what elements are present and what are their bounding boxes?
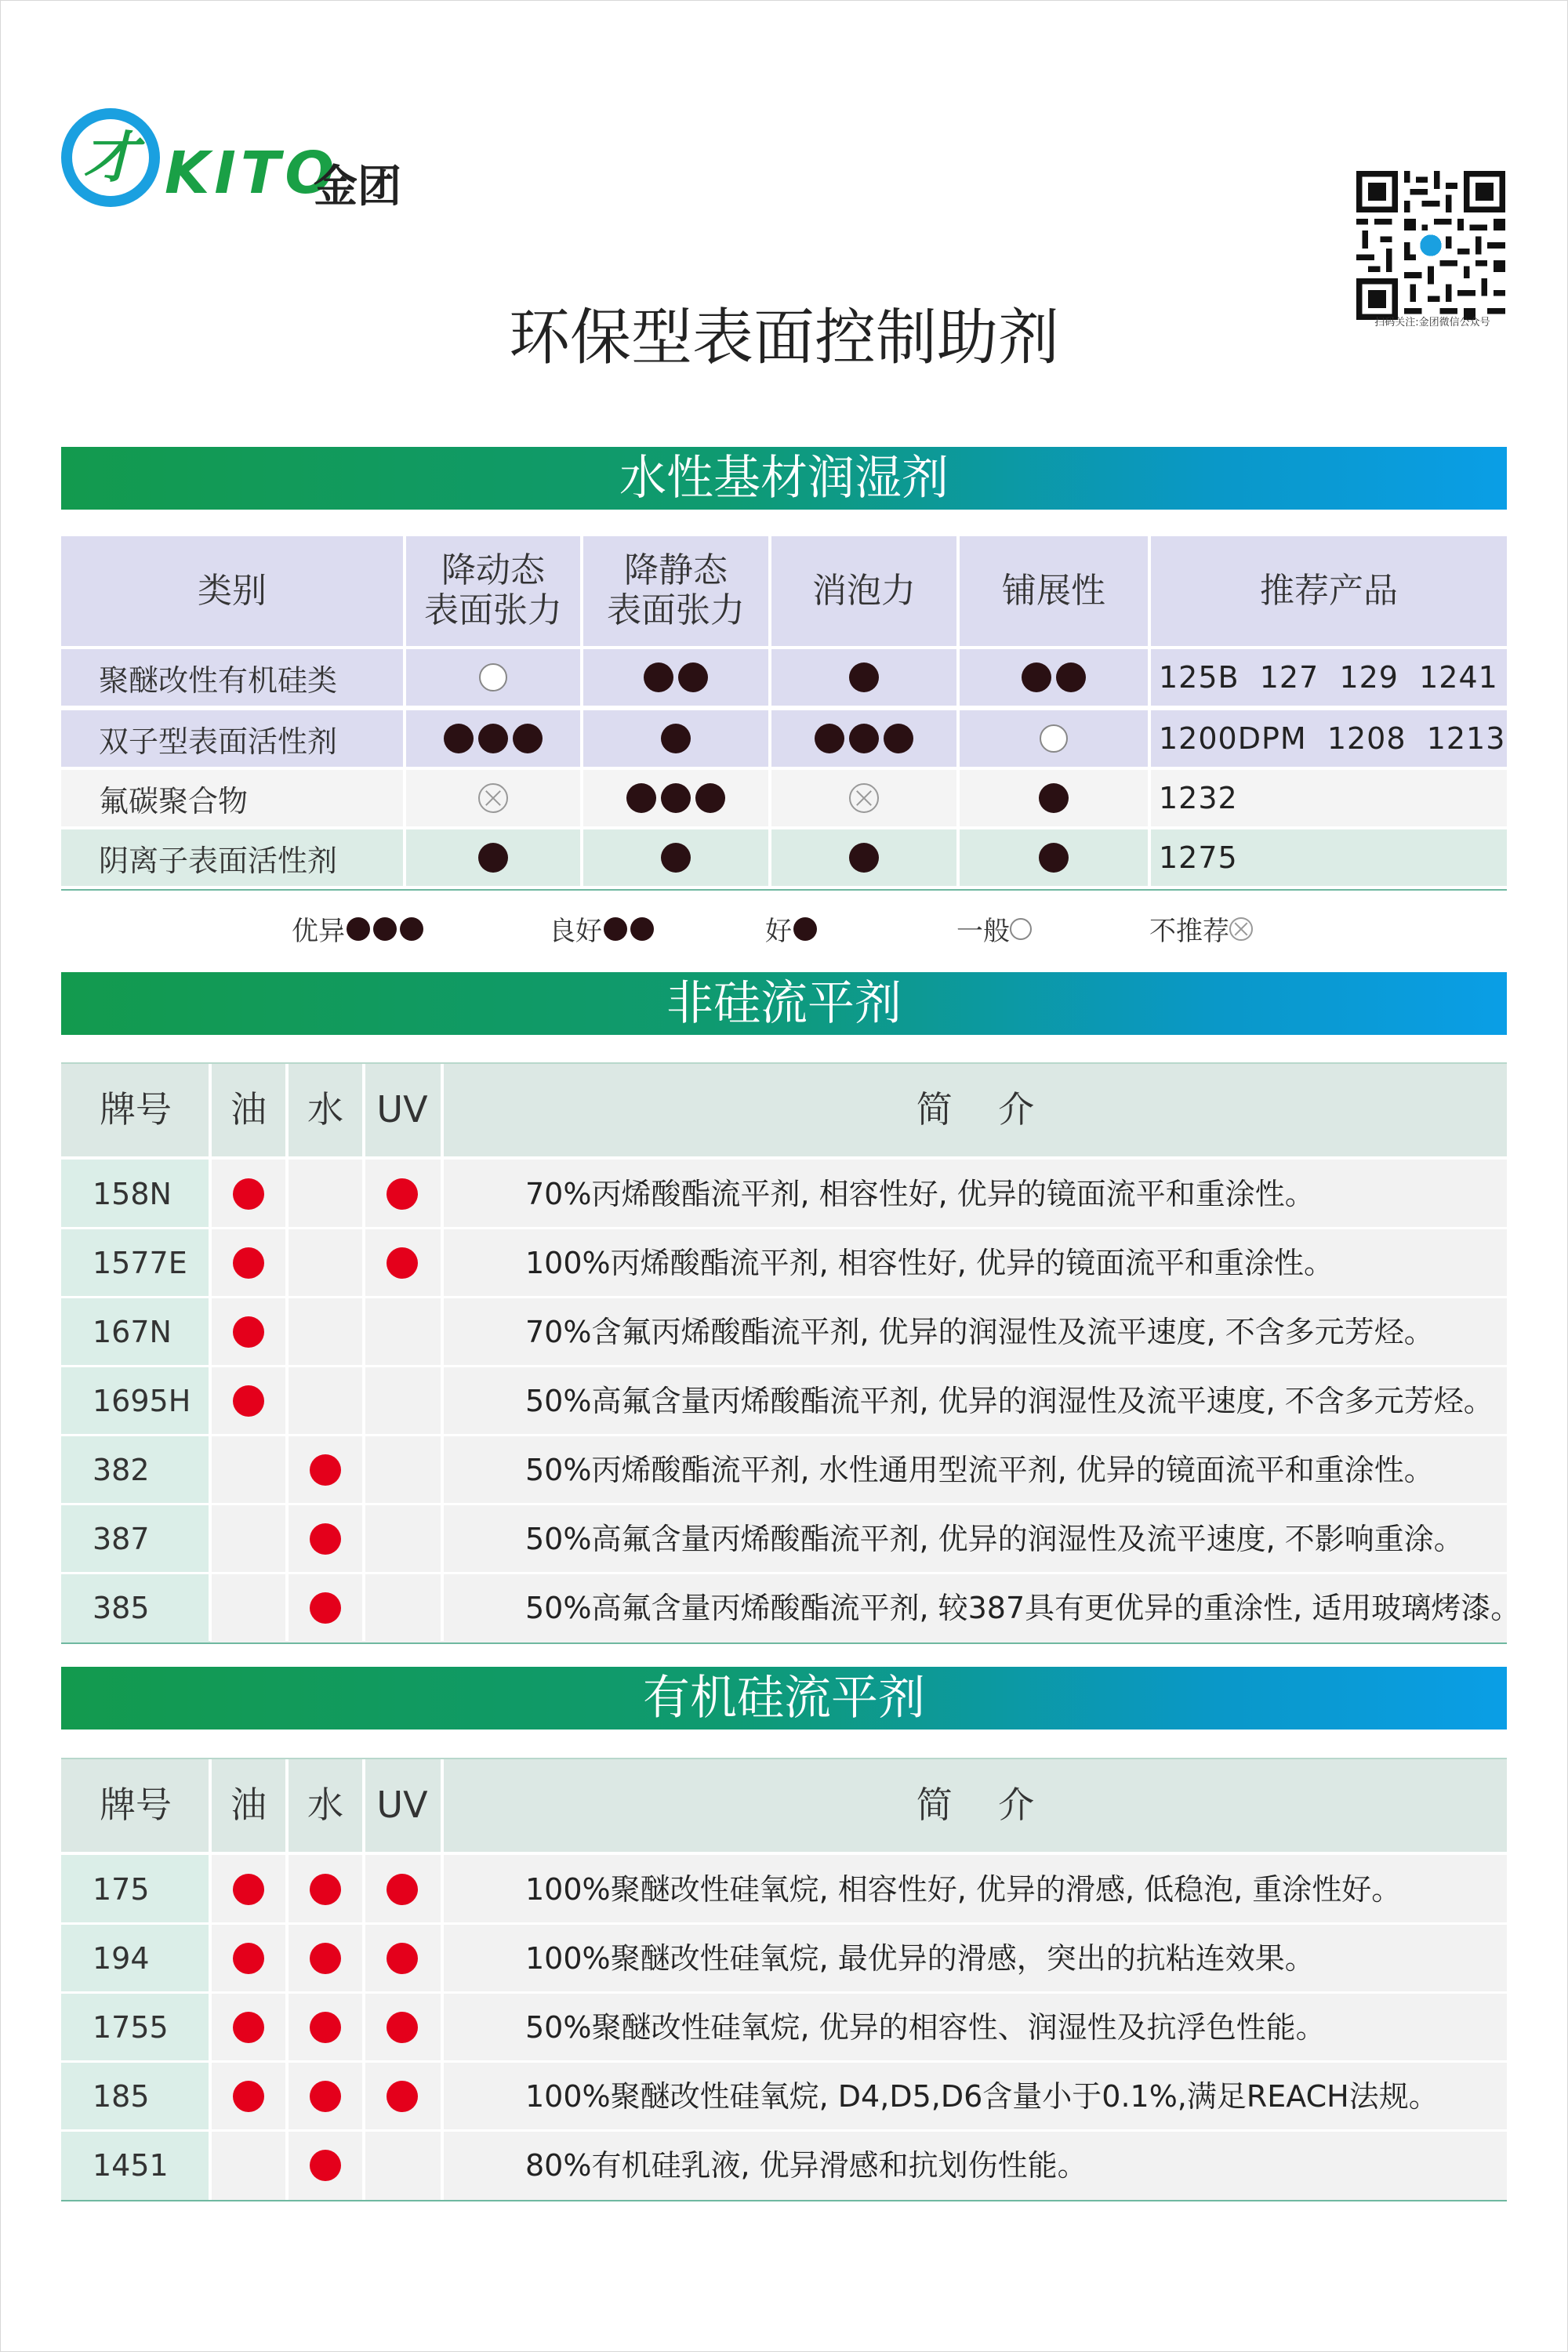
product-description: 50%聚醚改性硅氧烷, 优异的相容性、润湿性及抗浮色性能。 — [525, 2010, 1326, 2045]
recommended-products: 1232 — [1151, 770, 1507, 826]
water-suitable-dot-icon — [310, 1943, 341, 1974]
rating-dot-icon — [444, 724, 474, 753]
table-bottom-line — [61, 1642, 1507, 1644]
water-suitable-dot-icon — [310, 2081, 341, 2112]
table-top-line — [61, 1758, 1507, 1759]
rating-cell-dyn — [406, 770, 580, 826]
product-description: 100%聚醚改性硅氧烷, D4,D5,D6含量小于0.1%,满足REACH法规。 — [525, 2079, 1439, 2114]
legend-dot-icon — [604, 917, 627, 941]
water-suitable-dot-icon — [310, 1874, 341, 1905]
legend-not-label: 不推荐 — [1149, 916, 1229, 947]
rating-dot-icon — [1039, 783, 1069, 813]
header-defoam-label: 消泡力 — [812, 570, 916, 611]
leveling-table-row — [61, 1924, 1507, 1993]
product-code: 387 — [61, 1504, 210, 1573]
oil-suitable-dot-icon — [233, 1943, 264, 1974]
uv-suitable-dot-icon — [387, 2081, 418, 2112]
column-separator — [441, 1758, 444, 2201]
header-spread-label: 铺展性 — [1002, 570, 1105, 611]
legend-dot-icon — [373, 917, 397, 941]
wetting-table-row — [61, 649, 1507, 706]
leveling-table-row — [61, 1573, 1521, 1642]
rating-dot-icon — [849, 662, 879, 692]
rating-cell-spread — [960, 649, 1148, 706]
column-separator — [285, 1758, 289, 2201]
wetting-table-header — [61, 536, 1507, 646]
logo-kito-text: KITO — [165, 140, 339, 207]
legend-dot-icon — [347, 917, 370, 941]
water-suitable-dot-icon — [310, 2012, 341, 2043]
product-description: 50%高氟含量丙烯酸酯流平剂, 优异的润湿性及流平速度, 不影响重涂。 — [525, 1522, 1464, 1556]
product-code: 1755 — [61, 1993, 210, 2062]
legend-fair-label: 一般 — [956, 916, 1010, 947]
header-oil: 油 — [230, 1784, 267, 1826]
leveling-table-row — [61, 2062, 1507, 2131]
header-code: 牌号 — [100, 1784, 172, 1826]
rating-cell-defoam — [771, 710, 956, 767]
rating-dot-icon — [661, 724, 691, 753]
logo-inner — [72, 119, 149, 196]
product-code: 194 — [61, 1924, 210, 1993]
row-separator — [61, 1296, 1507, 1298]
header-code: 牌号 — [100, 1088, 172, 1131]
product-description: 100%丙烯酸酯流平剂, 相容性好, 优异的镜面流平和重涂性。 — [525, 1246, 1334, 1280]
row-separator — [61, 1227, 1507, 1229]
rating-dot-icon — [849, 724, 879, 753]
rating-dot-icon — [644, 662, 673, 692]
product-description: 100%聚醚改性硅氧烷, 相容性好, 优异的滑感, 低稳泡, 重涂性好。 — [525, 1872, 1402, 1907]
legend-excellent — [292, 909, 425, 948]
oil-suitable-dot-icon — [233, 1178, 264, 1210]
rating-cell-stat — [583, 649, 768, 706]
rating-cell-defoam — [771, 770, 956, 826]
legend-not-recommended — [1149, 909, 1253, 948]
legend-open-circle-icon — [1010, 918, 1032, 940]
row-separator — [61, 1434, 1507, 1436]
header-uv: UV — [376, 1784, 428, 1826]
product-code: 158N — [61, 1160, 210, 1229]
uv-suitable-dot-icon — [387, 1943, 418, 1974]
section-title-nonsilicone: 非硅流平剂 — [666, 976, 902, 1031]
qr-caption: 扫码关注:金团微信公众号 — [1374, 317, 1490, 328]
oil-suitable-dot-icon — [233, 2081, 264, 2112]
header-static-line1: 降静态 — [624, 550, 728, 591]
rating-dot-icon — [626, 783, 656, 813]
header-static — [583, 536, 768, 646]
oil-suitable-dot-icon — [233, 1316, 264, 1348]
legend-excellent-label: 优异 — [292, 916, 345, 947]
rating-dot-icon — [1039, 843, 1069, 873]
legend-dot-icon — [793, 917, 817, 941]
product-code: 385 — [61, 1573, 210, 1642]
product-code: 185 — [61, 2062, 210, 2131]
rating-dot-icon — [661, 783, 691, 813]
product-code: 1577E — [61, 1229, 210, 1298]
rating-open-circle-icon — [479, 663, 507, 691]
section-title-silicone: 有机硅流平剂 — [643, 1671, 925, 1726]
water-suitable-dot-icon — [310, 1454, 341, 1486]
column-separator — [441, 1062, 444, 1641]
legend-good-plus — [549, 909, 655, 948]
header-description: 简 介 — [916, 1088, 1035, 1131]
column-separator — [209, 1758, 212, 2201]
leveling-table-row — [61, 1855, 1507, 1924]
category-name: 双子型表面活性剂 — [61, 710, 403, 767]
water-suitable-dot-icon — [310, 2150, 341, 2181]
rating-dot-icon — [661, 843, 691, 873]
section-title-wetting: 水性基材润湿剂 — [619, 451, 949, 506]
product-description: 70%丙烯酸酯流平剂, 相容性好, 优异的镜面流平和重涂性。 — [525, 1177, 1315, 1211]
uv-suitable-dot-icon — [387, 1247, 418, 1279]
column-separator — [285, 1062, 289, 1641]
uv-suitable-dot-icon — [387, 1874, 418, 1905]
nonsilicone-table-header — [61, 1062, 1507, 1156]
legend-fair — [956, 909, 1032, 948]
column-separator — [209, 1062, 212, 1641]
silicone-table-header — [61, 1758, 1507, 1852]
recommended-products: 1275 — [1151, 829, 1507, 886]
header-products — [1151, 536, 1507, 646]
row-separator — [61, 1572, 1507, 1574]
legend-crossed-circle-icon — [1229, 917, 1253, 941]
header-dynamic — [406, 536, 580, 646]
water-suitable-dot-icon — [310, 1592, 341, 1624]
rating-dot-icon — [695, 783, 725, 813]
section-bar-silicone — [61, 1667, 1507, 1730]
rating-crossed-circle-icon — [849, 783, 879, 813]
rating-open-circle-icon — [1040, 724, 1068, 753]
silicone-table — [61, 1758, 1507, 2201]
rating-dot-icon — [478, 843, 508, 873]
logo-cn-text: 金团 — [314, 162, 401, 212]
header-products-label: 推荐产品 — [1260, 570, 1398, 611]
header-uv: UV — [376, 1088, 428, 1131]
leveling-table-row — [61, 1229, 1507, 1298]
rating-dot-icon — [1022, 662, 1051, 692]
header-dynamic-line2: 表面张力 — [424, 590, 562, 630]
legend-dot-icon — [630, 917, 654, 941]
table-bottom-line — [61, 889, 1507, 891]
legend-dot-icon — [400, 917, 423, 941]
legend-good — [765, 909, 818, 948]
column-separator — [362, 1758, 365, 2201]
rating-cell-stat — [583, 829, 768, 886]
rating-cell-stat — [583, 710, 768, 767]
rating-cell-dyn — [406, 829, 580, 886]
oil-suitable-dot-icon — [233, 1247, 264, 1279]
page-title: 环保型表面控制助剂 — [508, 303, 1059, 373]
section-bar-nonsilicone — [61, 972, 1507, 1035]
product-code: 1451 — [61, 2131, 210, 2200]
uv-suitable-dot-icon — [387, 1178, 418, 1210]
category-name: 阴离子表面活性剂 — [61, 829, 403, 886]
rating-dot-icon — [678, 662, 708, 692]
rating-cell-spread — [960, 829, 1148, 886]
rating-dot-icon — [513, 724, 543, 753]
column-separator — [362, 1062, 365, 1641]
wetting-table-row — [61, 710, 1507, 767]
rating-cell-defoam — [771, 829, 956, 886]
product-description: 50%高氟含量丙烯酸酯流平剂, 优异的润湿性及流平速度, 不含多元芳烃。 — [525, 1384, 1494, 1418]
row-separator — [61, 1991, 1507, 1994]
header-water: 水 — [307, 1784, 343, 1826]
row-separator — [61, 1503, 1507, 1505]
leveling-table-row — [61, 1160, 1507, 1229]
row-separator — [61, 2060, 1507, 2063]
legend-good-plus-label: 良好 — [549, 916, 602, 947]
header-category-label: 类别 — [198, 570, 267, 611]
product-description: 50%高氟含量丙烯酸酯流平剂, 较387具有更优异的重涂性, 适用玻璃烤漆。 — [525, 1591, 1521, 1625]
header-static-line2: 表面张力 — [607, 590, 745, 630]
rating-crossed-circle-icon — [478, 783, 508, 813]
category-name: 聚醚改性有机硅类 — [61, 649, 403, 706]
product-description: 80%有机硅乳液, 优异滑感和抗划伤性能。 — [525, 2148, 1087, 2183]
row-separator — [61, 2129, 1507, 2132]
wetting-table-row — [61, 829, 1507, 886]
rating-dot-icon — [1056, 662, 1086, 692]
rating-dot-icon — [884, 724, 913, 753]
product-description: 70%含氟丙烯酸酯流平剂, 优异的润湿性及流平速度, 不含多元芳烃。 — [525, 1315, 1434, 1349]
logo-circle-icon — [61, 108, 160, 207]
leveling-table-row — [61, 1436, 1507, 1504]
rating-cell-dyn — [406, 649, 580, 706]
header-spread — [960, 536, 1148, 646]
header-description: 简 介 — [916, 1784, 1035, 1826]
product-code: 382 — [61, 1436, 210, 1504]
product-code: 167N — [61, 1298, 210, 1367]
product-description: 50%丙烯酸酯流平剂, 水性通用型流平剂, 优异的镜面流平和重涂性。 — [525, 1453, 1434, 1487]
logo-glyph: 才 — [83, 125, 138, 190]
table-top-line — [61, 1062, 1507, 1064]
header-oil: 油 — [230, 1088, 267, 1131]
leveling-table-row — [61, 2131, 1507, 2200]
leveling-table-row — [61, 1367, 1507, 1436]
recommended-products: 125B 127 129 1241 — [1151, 649, 1507, 706]
rating-dot-icon — [849, 843, 879, 873]
nonsilicone-table — [61, 1062, 1521, 1641]
header-dynamic-line1: 降动态 — [441, 550, 545, 591]
row-separator — [61, 1922, 1507, 1925]
header-water: 水 — [307, 1088, 343, 1131]
row-separator — [61, 1365, 1507, 1367]
rating-cell-dyn — [406, 710, 580, 767]
oil-suitable-dot-icon — [233, 1385, 264, 1417]
leveling-table-row — [61, 1504, 1507, 1573]
rating-cell-stat — [583, 770, 768, 826]
rating-dot-icon — [815, 724, 844, 753]
legend-good-label: 好 — [765, 916, 792, 947]
header-defoam — [771, 536, 956, 646]
product-code: 175 — [61, 1855, 210, 1924]
recommended-products: 1200DPM 1208 1213 — [1151, 710, 1507, 767]
rating-cell-spread — [960, 770, 1148, 826]
product-code: 1695H — [61, 1367, 210, 1436]
uv-suitable-dot-icon — [387, 2012, 418, 2043]
section-bar-wetting — [61, 447, 1507, 510]
table-bottom-line — [61, 2200, 1507, 2201]
water-suitable-dot-icon — [310, 1523, 341, 1555]
header-category — [61, 536, 403, 646]
oil-suitable-dot-icon — [233, 2012, 264, 2043]
product-description: 100%聚醚改性硅氧烷, 最优异的滑感，突出的抗粘连效果。 — [525, 1941, 1315, 1976]
category-name: 氟碳聚合物 — [61, 770, 403, 826]
wetting-table-row — [61, 770, 1507, 826]
oil-suitable-dot-icon — [233, 1874, 264, 1905]
brand-logo — [61, 108, 422, 210]
leveling-table-row — [61, 1298, 1507, 1367]
rating-cell-defoam — [771, 649, 956, 706]
leveling-table-row — [61, 1993, 1507, 2062]
rating-dot-icon — [478, 724, 508, 753]
rating-cell-spread — [960, 710, 1148, 767]
